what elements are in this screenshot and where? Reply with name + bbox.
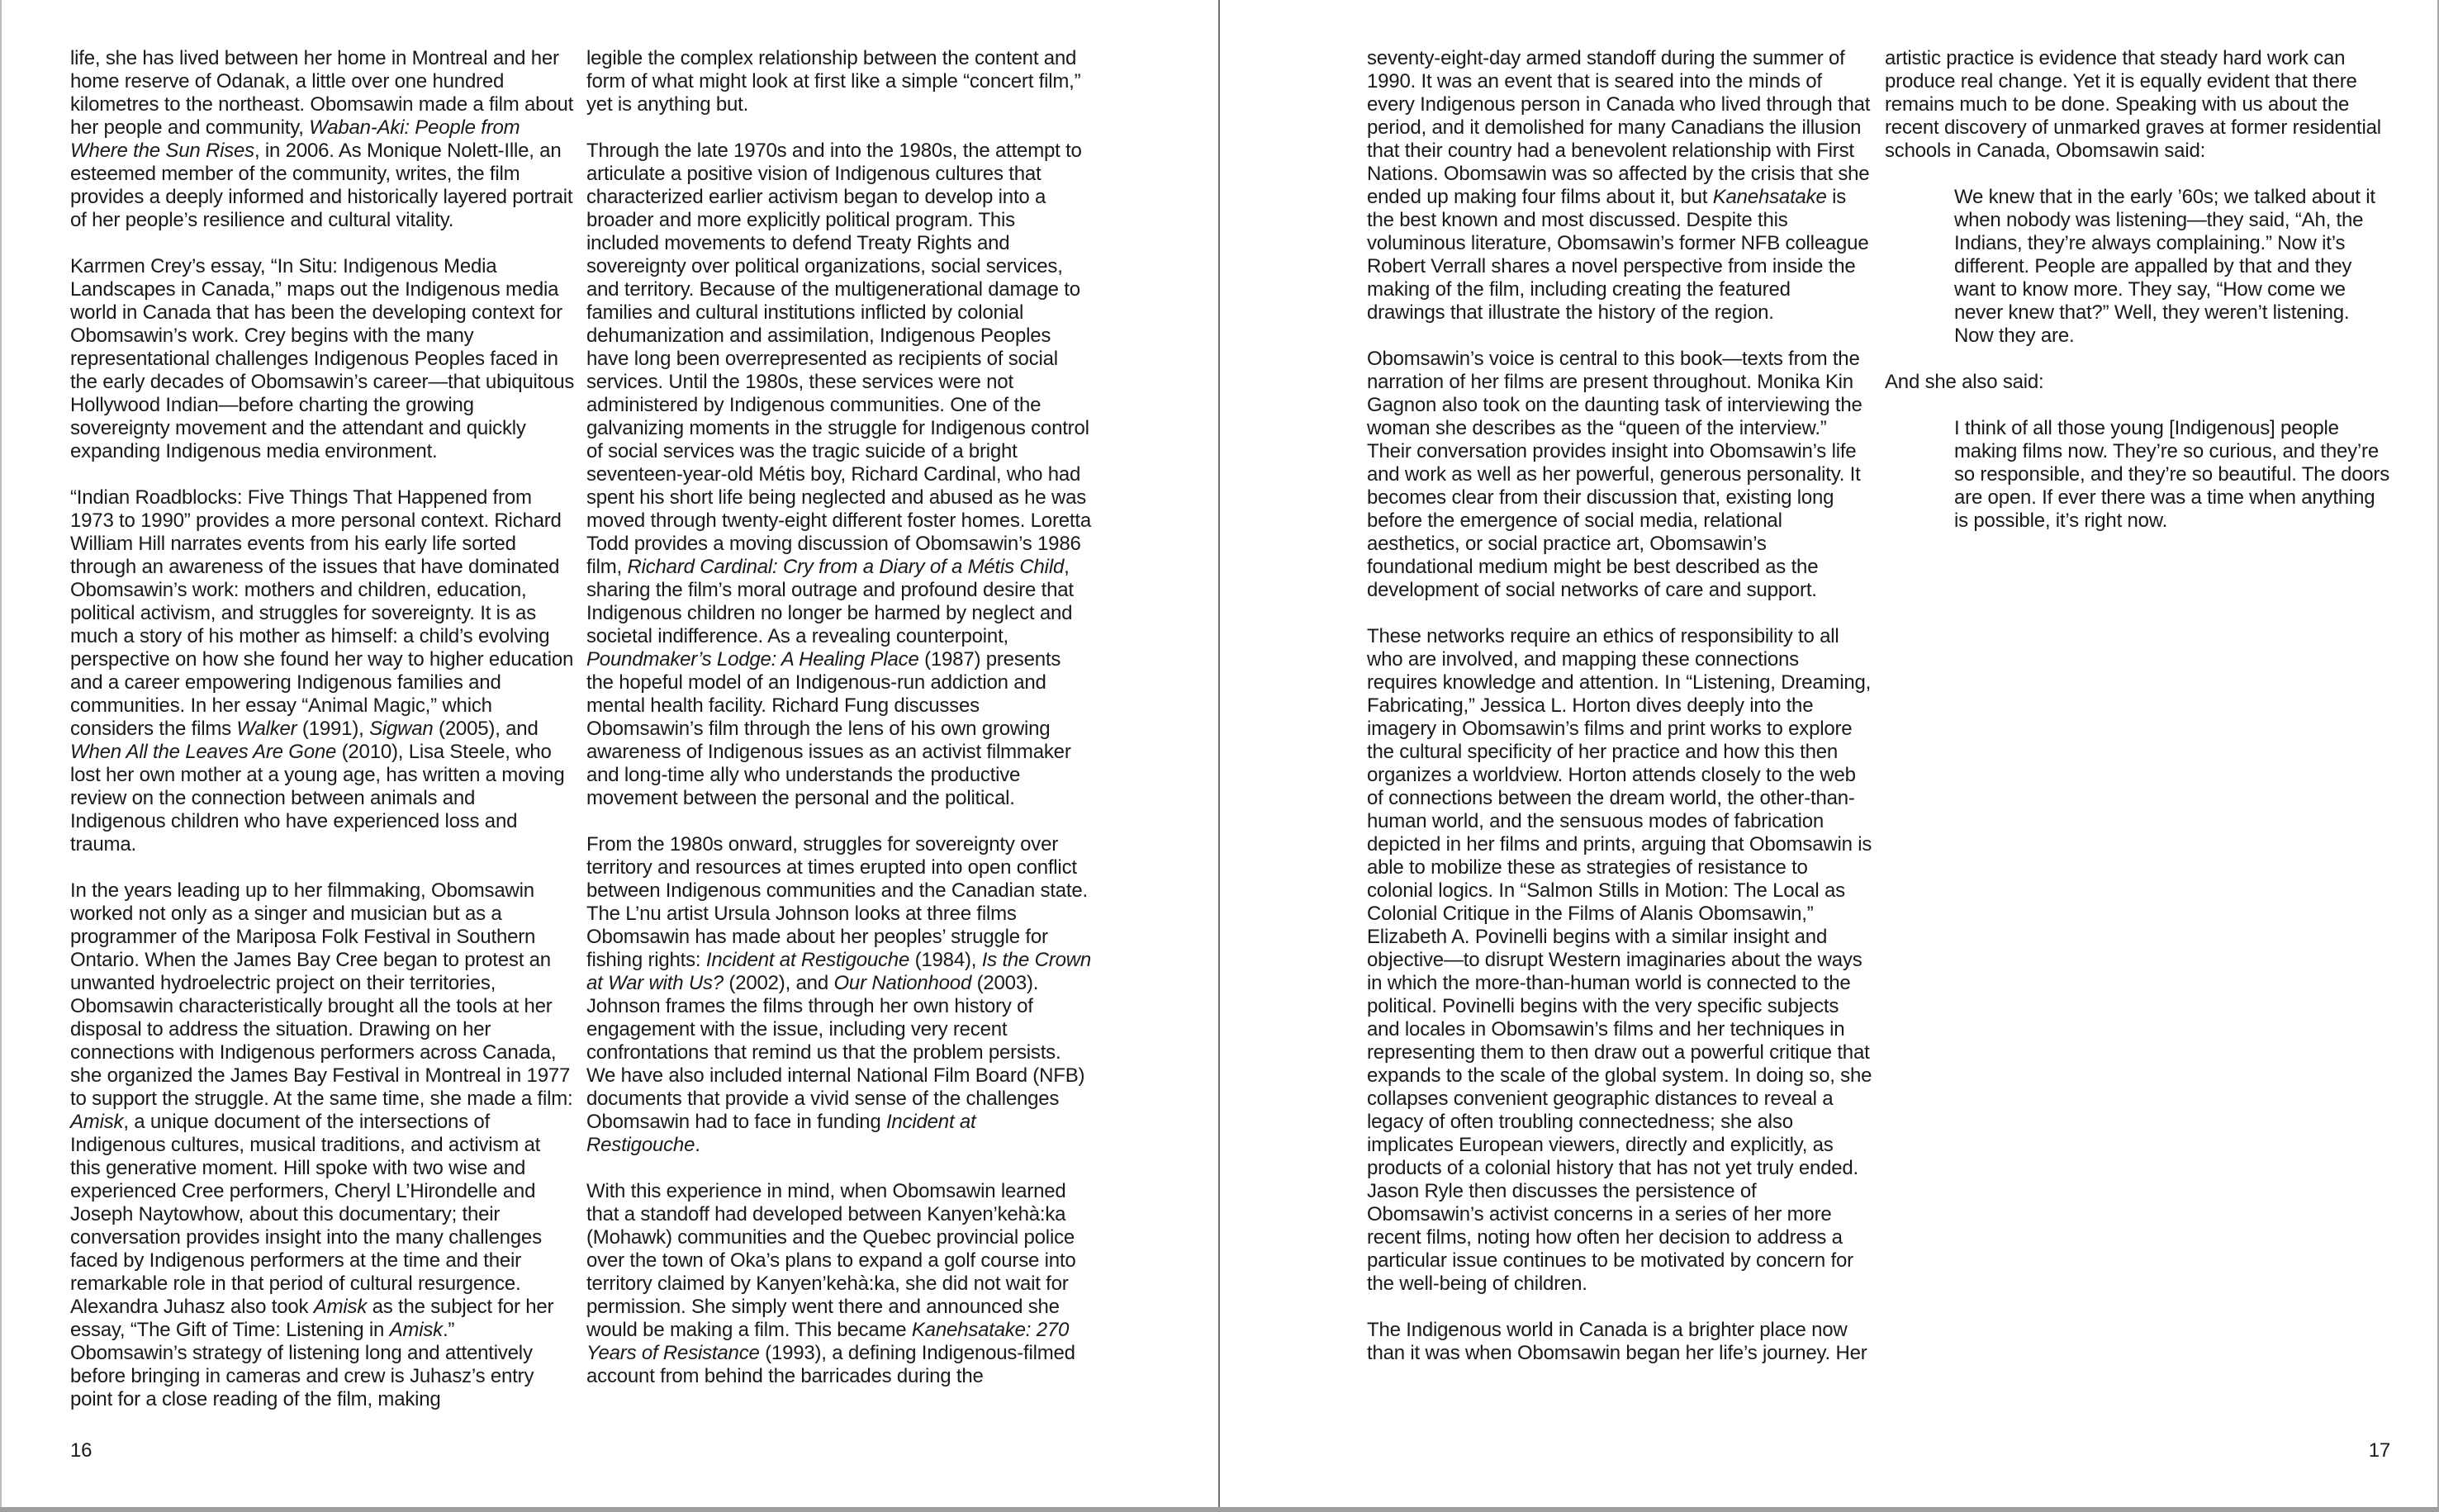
paragraph: Obomsawin’s voice is central to this book—texts from the narration of her films are present throughout. Monika Kin Gagnon also took on the daunting task of interviewing the woman she describes as the “queen of the interview.” Their conversation provides insight into Obomsawin’s life and work as well as her powerful, generous personality. It becomes clear from their discussion that, existing long before the emergence of social media, relational aesthetics, or social practice art, Obomsawin’s foundational medium might be best described as the development of social networks of care and support. xyxy=(1367,348,1862,601)
paragraph: “Indian Roadblocks: Five Things That Happened from 1973 to 1990” provides a more personal context. Richard William Hill narrates events from his early life sorted through an awareness of the issues that have dominated Obomsawin’s work: mothers and children, education, political activism, and struggles for sovereignty. It is as much a story of his mother as himself: a child’s evolving perspective on how she found her way to higher education and a career empowering Indigenous families and communities. In her essay “Animal Magic,” which considers the films Walker (1991), Sigwan (2005), and When All the Leaves Are Gone (2010), Lisa Steele, who lost her own mother at a young age, has written a moving review on the connection between animals and Indigenous children who have experienced loss and trauma. xyxy=(70,486,574,856)
paragraph: seventy-eight-day armed standoff during the summer of 1990. It was an event that is seared into the minds of every Indigenous person in Canada who lived through that period, and it demolished for many Canadians the illusion that their country had a benevolent relationship with First Nations. Obomsawin was so affected by the crisis that she ended up making four films about it, but Kanehsatake is the best known and most discussed. Despite this voluminous literature, Obomsawin’s former NFB colleague Robert Verrall shares a novel perspective from inside the making of the film, including creating the featured drawings that illustrate the history of the region. xyxy=(1367,47,1871,324)
page-17-column-1 xyxy=(1367,47,1872,1388)
paragraph: artistic practice is evidence that steady hard work can produce real change. Yet it is equally evident that there remains much to be done. Speaking with us about the recent discovery of unmarked graves at former residential schools in Canada, Obomsawin said: xyxy=(1885,47,2381,162)
paragraph: The Indigenous world in Canada is a brighter place now than it was when Obomsawin began her life’s journey. Her xyxy=(1367,1319,1867,1364)
paragraph: legible the complex relationship between the content and form of what might look at first like a simple “concert film,” yet is anything but. xyxy=(586,47,1081,116)
paragraph: In the years leading up to her filmmaking, Obomsawin worked not only as a singer and musician but as a programmer of the Mariposa Folk Festival in Southern Ontario. When the James Bay Cree began to protest an unwanted hydroelectric project on their territories, Obomsawin characteristically brought all the tools at her disposal to address the situation. Drawing on her connections with Indigenous performers across Canada, she organized the James Bay Festival in Montreal in 1977 to support the struggle. At the same time, she made a film: Amisk, a unique document of the intersections of Indigenous cultures, musical traditions, and activism at this generative moment. Hill spoke with two wise and experienced Cree performers, Cheryl L’Hirondelle and Joseph Naytowhow, about this documentary; their conversation provides insight into the many challenges faced by Indigenous performers at the time and their remarkable role in that period of cultural resurgence. Alexandra Juhasz also took Amisk as the subject for her essay, “The Gift of Time: Listening in Amisk.” Obomsawin’s strategy of listening long and attentively before bringing in cameras and crew is Juhasz’s entry point for a close reading of the film, making xyxy=(70,879,573,1410)
page-number-17: 17 xyxy=(2368,1439,2390,1462)
page-16-column-1 xyxy=(70,47,576,1434)
block-quote: We knew that in the early ’60s; we talked about it when nobody was listening—they said, “Ah, the Indians, they’re always complaining.” Now it’s different. People are appalled by that and they want to know more. They say, “How come we never knew that?” Well, they weren’t listening. Now they are. xyxy=(1954,186,2375,347)
block-quote: I think of all those young [Indigenous] people making films now. They’re so curious, and they’re so responsible, and they’re so beautiful. The doors are open. If ever there was a time when anything is possible, it’s right now. xyxy=(1954,417,2390,532)
page-16-column-2 xyxy=(586,47,1092,1411)
paragraph: Through the late 1970s and into the 1980s, the attempt to articulate a positive vision of Indigenous cultures that characterized earlier activism began to develop into a broader and more explicitly political program. This included movements to defend Treaty Rights and sovereignty over political organizations, social services, and territory. Because of the multigenerational damage to families and cultural institutions inflicted by colonial dehumanization and assimilation, Indigenous Peoples have long been overrepresented as recipients of social services. Until the 1980s, these services were not administered by Indigenous communities. One of the galvanizing moments in the struggle for Indigenous control of social services was the tragic suicide of a bright seventeen-year-old Métis boy, Richard Cardinal, who had spent his short life being neglected and abused as he was moved through twenty-eight different foster homes. Loretta Todd provides a moving discussion of Obomsawin’s 1986 film, Richard Cardinal: Cry from a Diary of a Métis Child, sharing the film’s moral outrage and profound desire that Indigenous children no longer be harmed by neglect and societal indifference. As a revealing counterpoint, Poundmaker’s Lodge: A Healing Place (1987) presents the hopeful model of an Indigenous-run addiction and mental health facility. Richard Fung discusses Obomsawin’s film through the lens of his own growing awareness of Indigenous issues as an activist filmmaker and long-time ally who understands the productive movement between the personal and the political. xyxy=(586,140,1091,809)
paragraph: Karrmen Crey’s essay, “In Situ: Indigenous Media Landscapes in Canada,” maps out the Indigenous media world in Canada that has been the developing context for Obomsawin’s work. Crey begins with the many representational challenges Indigenous Peoples faced in the early decades of Obomsawin’s career—that ubiquitous Hollywood Indian—before charting the growing sovereignty movement and the attendant and quickly expanding Indigenous media environment. xyxy=(70,255,575,462)
paragraph: From the 1980s onward, struggles for sovereignty over territory and resources at times erupted into open conflict between Indigenous communities and the Canadian state. The L’nu artist Ursula Johnson looks at three films Obomsawin has made about her peoples’ struggle for fishing rights: Incident at Restigouche (1984), Is the Crown at War with Us? (2002), and Our Nationhood (2003). Johnson frames the films through her own history of engagement with the issue, including very recent confrontations that remind us that the problem persists. We have also included internal National Film Board (NFB) documents that provide a vivid sense of the challenges Obomsawin had to face in funding Incident at Restigouche. xyxy=(586,833,1092,1156)
paragraph: life, she has lived between her home in Montreal and her home reserve of Odanak, a little over one hundred kilometres to the northeast. Obomsawin made a film about her people and community, Waban-Aki: People from Where the Sun Rises, in 2006. As Monique Nolett-Ille, an esteemed member of the community, writes, the film provides a deeply informed and historically layered portrait of her people’s resilience and cultural vitality. xyxy=(70,47,574,231)
paragraph: And she also said: xyxy=(1885,371,2044,393)
paragraph: These networks require an ethics of responsibility to all who are involved, and mapping these connections requires knowledge and attention. In “Listening, Dreaming, Fabricating,” Jessica L. Horton dives deeply into the imagery in Obomsawin’s films and print works to explore the cultural specificity of her practice and how this then organizes a worldview. Horton attends closely to the web of connections between the dream world, the other-than-human world, and the sensuous modes of fabrication depicted in her films and prints, arguing that Obomsawin is able to mobilize these as strategies of resistance to colonial logics. In “Salmon Stills in Motion: The Local as Colonial Critique in the Films of Alanis Obomsawin,” Elizabeth A. Povinelli begins with a similar insight and objective—to disrupt Western imaginaries about the ways in which the more-than-human world is connected to the political. Povinelli begins with the very specific subjects and locales in Obomsawin’s films and her techniques in representing them to then draw out a powerful critique that expands to the scale of the global system. In doing so, she collapses convenient geographic distances to reveal a legacy of often troubling connectedness; she also implicates European viewers, directly and explicitly, as products of a colonial history that has not yet truly ended. Jason Ryle then discusses the persistence of Obomsawin’s activist concerns in a series of her more recent films, noting how often her decision to address a particular issue continues to be motivated by concern for the well-being of children. xyxy=(1367,625,1872,1295)
background-strip xyxy=(0,1507,2439,1512)
page-17-column-2 xyxy=(1885,47,2390,556)
paragraph: With this experience in mind, when Obomsawin learned that a standoff had developed between Kanyen’kehà:ka (Mohawk) communities and the Quebec provincial police over the town of Oka’s plans to expand a golf course into territory claimed by Kanyen’kehà:ka, she did not wait for permission. She simply went there and announced she would be making a film. This became Kanehsatake: 270 Years of Resistance (1993), a defining Indigenous-filmed account from behind the barricades during the xyxy=(586,1180,1076,1387)
page-edge-left xyxy=(0,0,2,1507)
page-gutter-divider xyxy=(1218,0,1220,1507)
page-number-16: 16 xyxy=(70,1439,93,1462)
